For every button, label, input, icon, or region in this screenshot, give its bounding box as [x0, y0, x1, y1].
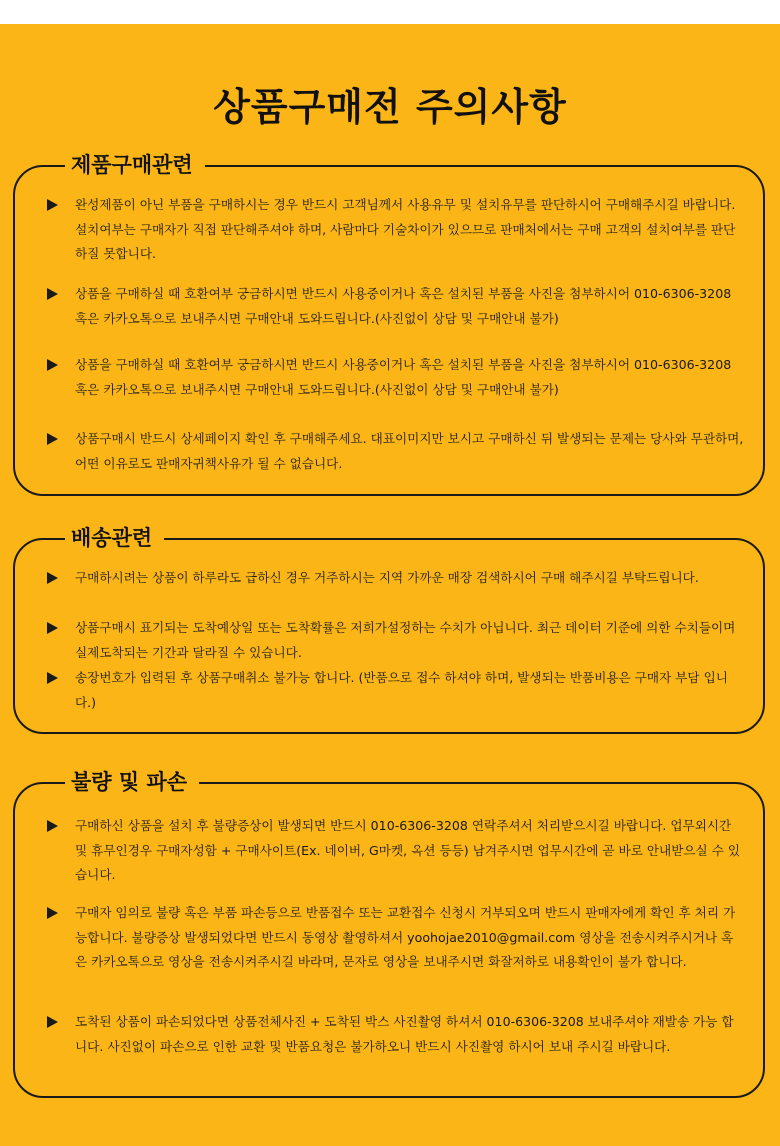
section-label: 제품구매관련 — [65, 148, 205, 182]
list-item: 송장번호가 입력된 후 상품구매취소 불가능 합니다. (반품으로 접수 하셔야 하며, 발생되는 반품비용은 구매자 부담 입니다.) — [47, 666, 745, 715]
right-triangle-icon — [47, 820, 58, 832]
right-triangle-icon — [47, 199, 58, 211]
section-defect-damage — [13, 770, 765, 1098]
list-item: 상품을 구매하실 때 호환여부 궁금하시면 반드시 사용중이거나 혹은 설치된 부품을 사진을 첨부하시어 010-6306-3208 혹은 카카오톡으로 보내주시면 구매안내 도와드립니다.(사진없이 상담 및 구매안내 불가) — [47, 353, 745, 402]
right-triangle-icon — [47, 572, 58, 584]
list-item: 상품구매시 반드시 상세페이지 확인 후 구매해주세요. 대표이미지만 보시고 구매하신 뒤 발생되는 문제는 당사와 무관하며, 어떤 이유로도 판매자귀책사유가 될 수 없습니다. — [47, 427, 745, 476]
section-product-purchase — [13, 153, 765, 496]
list-item: 구매자 임의로 불량 혹은 부품 파손등으로 반품접수 또는 교환접수 신청시 거부되오며 반드시 판매자에게 확인 후 처리 가능합니다. 불량증상 발생되었다면 반드시 동영상 촬영하셔서 yoohojae2010@gmail.com 영상을 전송시켜주시거나 혹은 카카오톡으로 영상을 전송시켜주시길 바라며, 문자로 영상을 보내주시면 화잘저하로 내용확인이 불가 합니다. — [47, 901, 745, 975]
section-shipping — [13, 526, 765, 734]
list-item: 상품을 구매하실 때 호환여부 궁금하시면 반드시 사용중이거나 혹은 설치된 부품을 사진을 첨부하시어 010-6306-3208 혹은 카카오톡으로 보내주시면 구매안내 도와드립니다.(사진없이 상담 및 구매안내 불가) — [47, 282, 745, 331]
page-title: 상품구매전 주의사항 — [213, 85, 567, 129]
right-triangle-icon — [47, 672, 58, 684]
right-triangle-icon — [47, 907, 58, 919]
list-item: 구매하시려는 상품이 하루라도 급하신 경우 거주하시는 지역 가까운 매장 검색하시어 구매 해주시길 부탁드립니다. — [47, 566, 745, 591]
right-triangle-icon — [47, 433, 58, 445]
list-item: 구매하신 상품을 설치 후 불량증상이 발생되면 반드시 010-6306-3208 연락주셔서 처리받으시길 바랍니다. 업무외시간 및 휴무인경우 구매자성함 + 구매사이트(Ex. 네이버, G마켓, 옥션 등등) 남겨주시면 업무시간에 곧 바로 안내받으실 수 있습니다. — [47, 814, 745, 888]
right-triangle-icon — [47, 622, 58, 634]
list-item: 도착된 상품이 파손되었다면 상품전체사진 + 도착된 박스 사진촬영 하셔서 010-6306-3208 보내주셔야 재발송 가능 합니다. 사진없이 파손으로 인한 교환 및 반품요청은 불가하오니 반드시 사진촬영 하시어 보내 주시길 바랍니다. — [47, 1010, 745, 1059]
section-label: 배송관련 — [65, 521, 164, 555]
right-triangle-icon — [47, 1016, 58, 1028]
right-triangle-icon — [47, 288, 58, 300]
section-label: 불량 및 파손 — [65, 765, 199, 799]
list-item: 상품구매시 표기되는 도착예상일 또는 도착확률은 저희가설정하는 수치가 아닙니다. 최근 데이터 기준에 의한 수치들이며 실제도착되는 기간과 달라질 수 있습니다. — [47, 616, 745, 665]
right-triangle-icon — [47, 359, 58, 371]
list-item: 완성제품이 아닌 부품을 구매하시는 경우 반드시 고객님께서 사용유무 및 설치유무를 판단하시어 구매해주시길 바랍니다. 설치여부는 구매자가 직접 판단해주셔야 하며, 사람마다 기술차이가 있으므로 판매처에서는 구매 고객의 설치여부를 판단하질 못합니다. — [47, 193, 745, 267]
